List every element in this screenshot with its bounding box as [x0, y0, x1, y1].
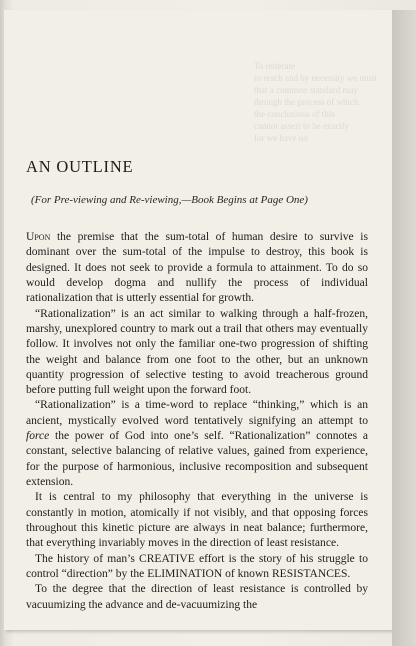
emphasized-word: force	[26, 430, 50, 443]
paragraph	[26, 230, 368, 307]
paragraph-lead-word: Upon	[26, 231, 51, 243]
bleed-line: to reach and by necessity we must	[254, 73, 377, 83]
paragraph: “Rationalization” is an act similar to walking through a half-frozen, marshy, unexplored country to mark out a trail that others may eventually follow. It involves not only the familiar one-two progression of shifting the weight and balance from one foot to the other, but an unknown quantity progression of selective testing to avoid treacherous ground before putting full weight upon the forward foot.	[26, 307, 368, 397]
book-page	[4, 10, 392, 630]
chapter-heading: AN OUTLINE	[26, 157, 134, 176]
bleed-line: cannot assert to be exactly	[254, 121, 349, 131]
bleed-line: that a common standard may	[254, 85, 358, 95]
paragraph: To the degree that the direction of least resistance is controlled by vacuumizing the advance and de-vacuumizing the	[26, 583, 368, 611]
bleed-line: the conclusions of this	[254, 109, 335, 119]
paragraph: It is central to my philosophy that everything in the universe is constantly in motion, atomically if not visibly, and that opposing forces throughout this kinetic picture are always in neat balance; furthermore, that everything invariably moves in the direction of least resistance.	[26, 491, 368, 550]
paragraph: The history of man’s CREATIVE effort is the story of his struggle to control “direction” by the ELIMINATION of known RESISTANCES.	[26, 552, 368, 580]
bleed-line: through the process of which	[254, 97, 359, 107]
show-through-text	[254, 60, 392, 160]
paragraph-text: the power of God into one’s self. “Rationalization” connotes a constant, selective balancing of relative values, gained from experience, for the purpose of harmonious, inclusive recomposition and subsequent extension.	[26, 430, 368, 488]
paragraph-text: “Rationalization” is a time-word to replace “thinking,” which is an ancient, mystically evolved word tentatively signifying an attempt to	[26, 399, 368, 427]
body-text	[26, 230, 368, 613]
page-edge	[392, 10, 416, 646]
paragraph-text: the premise that the sum-total of human desire to survive is dominant over the sum-total of the impulse to destroy, this book is designed. It does not seek to provide a formula to attainment. To do so would develop dogma and nullify the process of individual rationalization that is utterly essential for growth.	[26, 231, 368, 305]
bleed-line: To reiterate	[254, 61, 296, 71]
bleed-line: for we have no	[254, 133, 308, 143]
paragraph	[26, 398, 368, 490]
reading-note: (For Pre-viewing and Re-viewing,—Book Begins at Page One)	[31, 194, 308, 206]
